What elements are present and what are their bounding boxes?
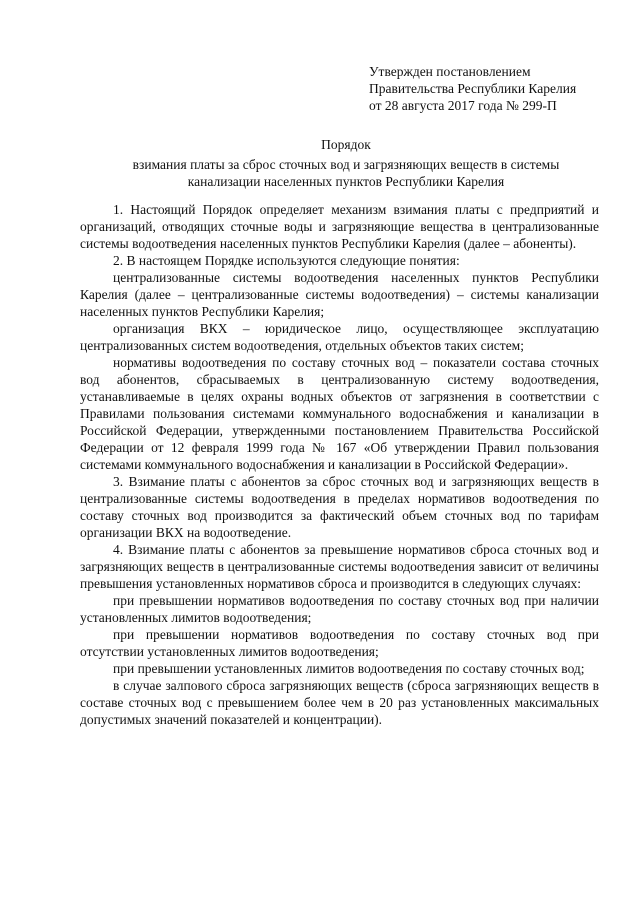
approval-line: от 28 августа 2017 года № 299-П (369, 98, 557, 113)
title-subtitle-line: канализации населенных пунктов Республики Карелия (187, 174, 505, 189)
paragraph: нормативы водоотведения по составу сточных вод – показатели состава сточных вод абонентов, сбрасываемых в централизованную систему водоотведения, устанавливаемые в целях охраны водных объектов от загрязнения в соответствии с Правилами пользования системами коммунального водоснабжения и канализации в Российской Федерации, утвержденными постановлением Правительства Российской Федерации от 12 февраля 1999 года № 167 «Об утверждении Правил пользования системами коммунального водоснабжения и канализации в Российской Федерации». (80, 355, 599, 472)
paragraph: в случае залпового сброса загрязняющих веществ (сброса загрязняющих веществ в составе сточных вод с превышением более чем в 20 раз установленных максимальных допустимых значений показателей и концентрации). (80, 678, 599, 727)
paragraph: 2. В настоящем Порядке используются следующие понятия: (113, 253, 460, 268)
document-title (60, 136, 632, 190)
title-subtitle-line: взимания платы за сброс сточных вод и загрязняющих веществ в системы (132, 157, 560, 172)
paragraph: при превышении установленных лимитов водоотведения по составу сточных вод; (113, 661, 585, 676)
paragraph: при превышении нормативов водоотведения по составу сточных вод при наличии установленных лимитов водоотведения; (80, 593, 599, 625)
approval-stamp (369, 63, 576, 114)
paragraph: организация ВКХ – юридическое лицо, осуществляющее эксплуатацию централизованных систем водоотведения, отдельных объектов таких систем; (80, 321, 599, 353)
title-heading: Порядок (321, 137, 371, 152)
paragraph: при превышении нормативов водоотведения по составу сточных вод при отсутствии установленных лимитов водоотведения; (80, 627, 599, 659)
approval-line: Правительства Республики Карелия (369, 81, 577, 96)
paragraph: 1. Настоящий Порядок определяет механизм взимания платы с предприятий и организаций, отводящих сточные воды и загрязняющие вещества в централизованные системы водоотведения населенных пунктов Республики Карелия (далее – абоненты). (80, 202, 599, 251)
paragraph: 3. Взимание платы с абонентов за сброс сточных вод и загрязняющих веществ в централизованные системы водоотведения в пределах нормативов водоотведения по составу сточных вод производится за фактический объем сточных вод по тарифам организации ВКХ на водоотведение. (80, 474, 599, 540)
paragraph: 4. Взимание платы с абонентов за превышение нормативов сброса сточных вод и загрязняющих веществ в централизованные системы водоотведения зависит от величины превышения установленных нормативов сброса и производится в следующих случаях: (80, 542, 599, 591)
approval-line: Утвержден постановлением (369, 64, 531, 79)
document-body (80, 201, 599, 728)
paragraph: централизованные системы водоотведения населенных пунктов Республики Карелия (далее – централизованные системы водоотведения) – системы канализации населенных пунктов Республики Карелия; (80, 270, 599, 319)
